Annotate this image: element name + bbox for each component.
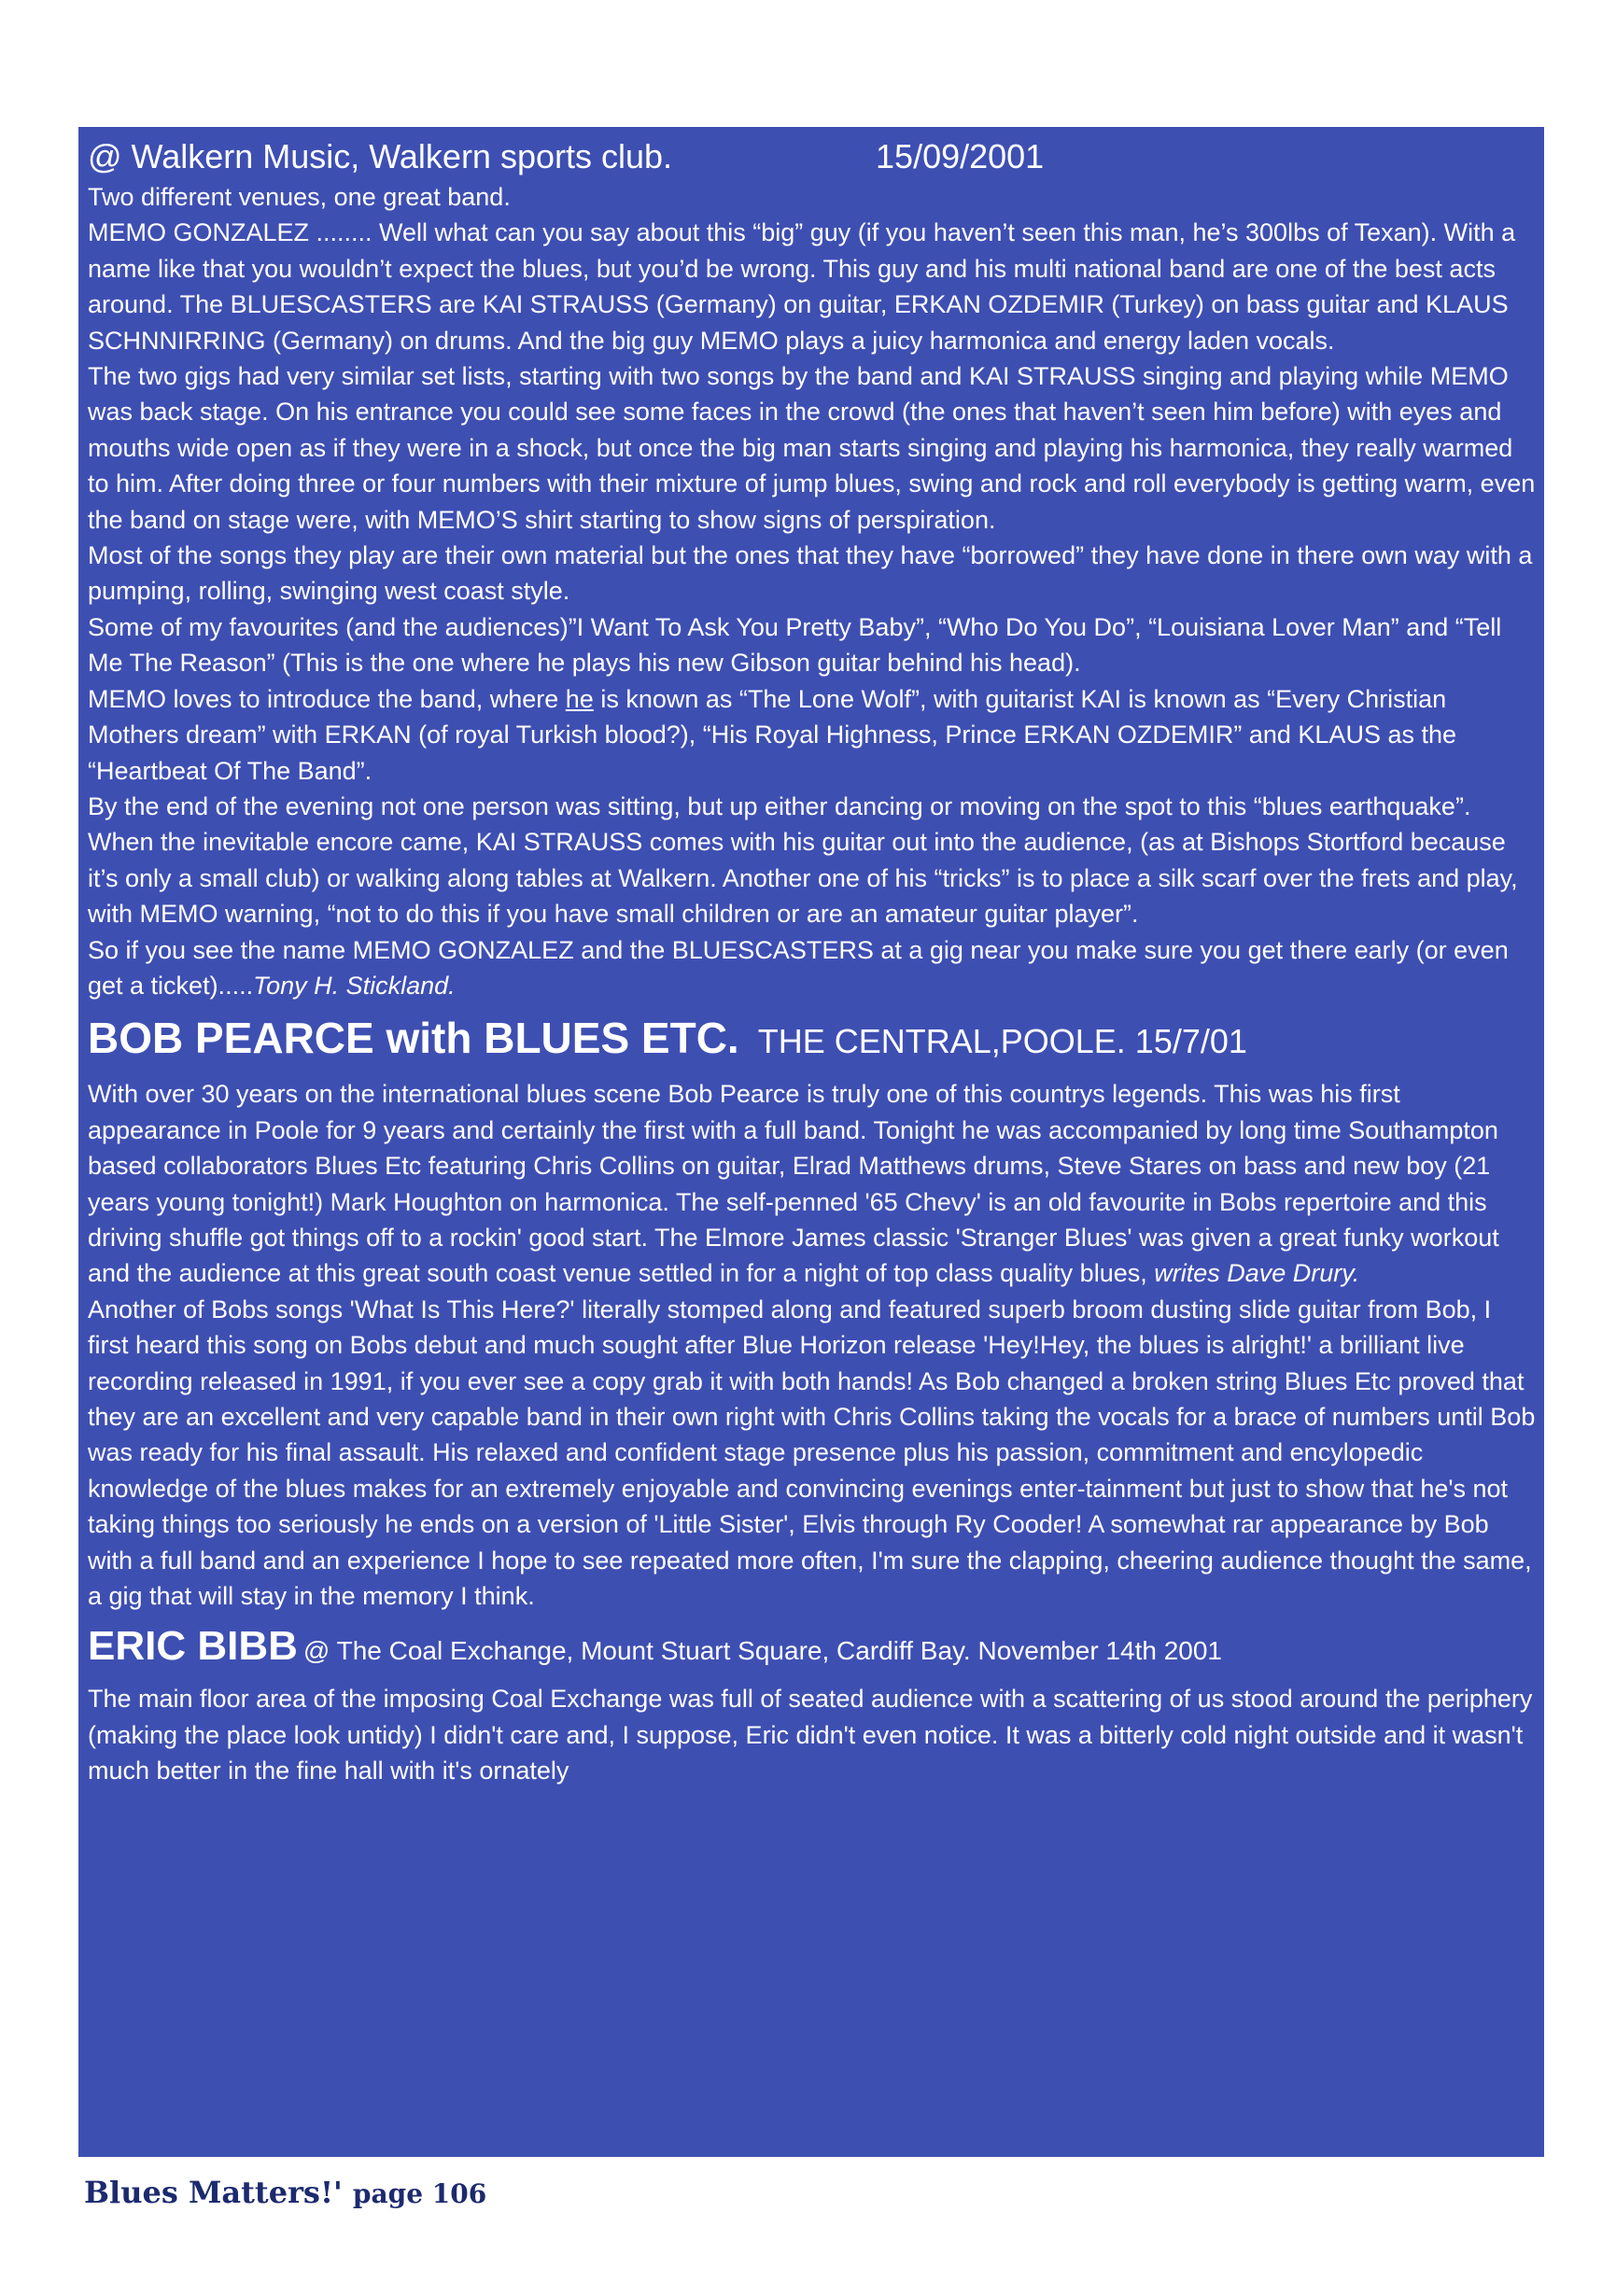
byline: Tony H. Stickland. [253, 971, 456, 1000]
paragraph: Some of my favourites (and the audiences)”I Want To Ask You Pretty Baby”, “Who Do You Do”, “Louisiana Lover Man” and “Tell Me The Reason” (This is the one where he plays his new Gibson guitar behind his head). [88, 612, 1502, 678]
paragraph [88, 932, 1537, 1004]
review-heading-walkern [88, 134, 1537, 179]
paragraph: Most of the songs they play are their own material but the ones that they have “borrowed” they have done in there own way with a pumping, rolling, swinging west coast style. [88, 541, 1533, 606]
text-run: MEMO loves to introduce the band, where [88, 684, 566, 713]
heading-date: 15/09/2001 [876, 137, 1045, 175]
paragraph: The two gigs had very similar set lists, starting with two songs by the band and KAI STRAUSS singing and playing while MEMO was back stage. On his entrance you could see some faces in the crowd (the ones that haven’t seen him before) with eyes and mouths wide open as if they were in a shock, but once the big man starts singing and playing his harmonica, they really warmed to him. After doing three or four numbers with their mixture of jump blues, swing and rock and roll everybody is getting warm, even the band on stage were, with MEMO’S shirt starting to show signs of perspiration. [88, 362, 1536, 534]
article-panel [78, 127, 1544, 2157]
section-gap [88, 1003, 1537, 1011]
magazine-title: Blues Matters!' [84, 2175, 343, 2210]
page-footer [84, 2175, 486, 2210]
heading-venue: THE CENTRAL,POOLE. 15/7/01 [757, 1022, 1247, 1061]
text-run: With over 30 years on the international blues scene Bob Pearce is truly one of this countrys legends. This was his first appearance in Poole for 9 years and certainly the first with a full band. Tonight he was accompanied by long time Southampton based collaborators Blues Etc featuring Chris Collins on guitar, Elrad Matthews drums, Steve Stares on bass and new boy (21 years young tonight!) Mark Houghton on harmonica. The self-penned '65 Chevy' is an old favourite in Bobs repertoire and this driving shuffle got things off to a rockin' good start. The Elmore James classic 'Stranger Blues' was given a great funky workout and the audience at this great south coast venue settled in for a night of top class quality blues, [88, 1080, 1499, 1288]
paragraph: By the end of the evening not one person was sitting, but up either dancing or moving on the spot to this “blues earthquake”. [88, 791, 1471, 820]
paragraph [88, 1076, 1537, 1291]
text-run: So if you see the name MEMO GONZALEZ and the BLUESCASTERS at a gig near you make sure you get there early (or even get a ticket)..... [88, 935, 1509, 1000]
byline: writes Dave Drury. [1154, 1259, 1360, 1288]
paragraph: Another of Bobs songs 'What Is This Here?' literally stomped along and featured superb broom dusting slide guitar from Bob, I first heard this song on Bobs debut and much sought after Blue Horizon release 'Hey!Hey, the blues is alright!' a brilliant live recording released in 1991, if you ever see a copy grab it with both hands! As Bob changed a broken string Blues Etc proved that they are an excellent and very capable band in their own right with Chris Collins taking the vocals for a brace of numbers until Bob was ready for his final assault. His relaxed and confident stage presence plus his passion, commitment and encylopedic knowledge of the blues makes for an extremely enjoyable and convincing evenings enter-tainment but just to show that he's not taking things too seriously he ends on a version of 'Little Sister', Elvis through Ry Cooder! A somewhat rar appearance by Bob with a full band and an experience I hope to see repeated more often, I'm sure the clapping, cheering audience thought the same, a gig that will stay in the memory I think. [88, 1295, 1536, 1611]
heading-venue: @ The Coal Exchange, Mount Stuart Square, Cardiff Bay. November 14th 2001 [302, 1636, 1222, 1666]
paragraph: When the inevitable encore came, KAI STRAUSS comes with his guitar out into the audience, (as at Bishops Stortford because it’s only a small club) or walking along tables at Walkern. Another one of his “tricks” is to place a silk scarf over the frets and play, with MEMO warning, “not to do this if you have small children or are an amateur guitar player”. [88, 828, 1518, 929]
paragraph [88, 681, 1537, 789]
heading-artist: ERIC BIBB [88, 1623, 298, 1670]
paragraph: MEMO GONZALEZ ........ Well what can you say about this “big” guy (if you haven’t seen this man, he’s 300lbs of Texan). With a name like that you wouldn’t expect the blues, but you’d be wrong. This guy and his multi national band are one of the best acts around. The BLUESCASTERS are KAI STRAUSS (Germany) on guitar, ERKAN OZDEMIR (Turkey) on bass guitar and KLAUS SCHNNIRRING (Germany) on drums. And the big guy MEMO plays a juicy harmonica and energy laden vocals. [88, 218, 1516, 355]
text-run: is known as “The Lone Wolf”, with guitarist KAI is known as “Every Christian Mothers dream” with ERKAN (of royal Turkish blood?), “His Royal Highness, Prince ERKAN OZDEMIR” and KLAUS as the “Heartbeat Of The Band”. [88, 684, 1457, 785]
paragraph: Two different venues, one great band. [88, 183, 511, 211]
heading-venue: @ Walkern Music, Walkern sports club. [88, 137, 673, 175]
heading-artist: BOB PEARCE with BLUES ETC. [88, 1014, 739, 1063]
page-number: page 106 [352, 2178, 487, 2209]
review-heading-bob-pearce [88, 1011, 1537, 1076]
underlined-word: he [565, 684, 594, 713]
review-heading-eric-bibb [88, 1621, 1537, 1681]
section-gap [88, 1614, 1537, 1621]
paragraph: The main floor area of the imposing Coal Exchange was full of seated audience with a scattering of us stood around the periphery (making the place look untidy) I didn't care and, I suppose, Eric didn't even notice. It was a bitterly cold night outside and it wasn't much better in the fine hall with it's ornately [88, 1685, 1533, 1785]
